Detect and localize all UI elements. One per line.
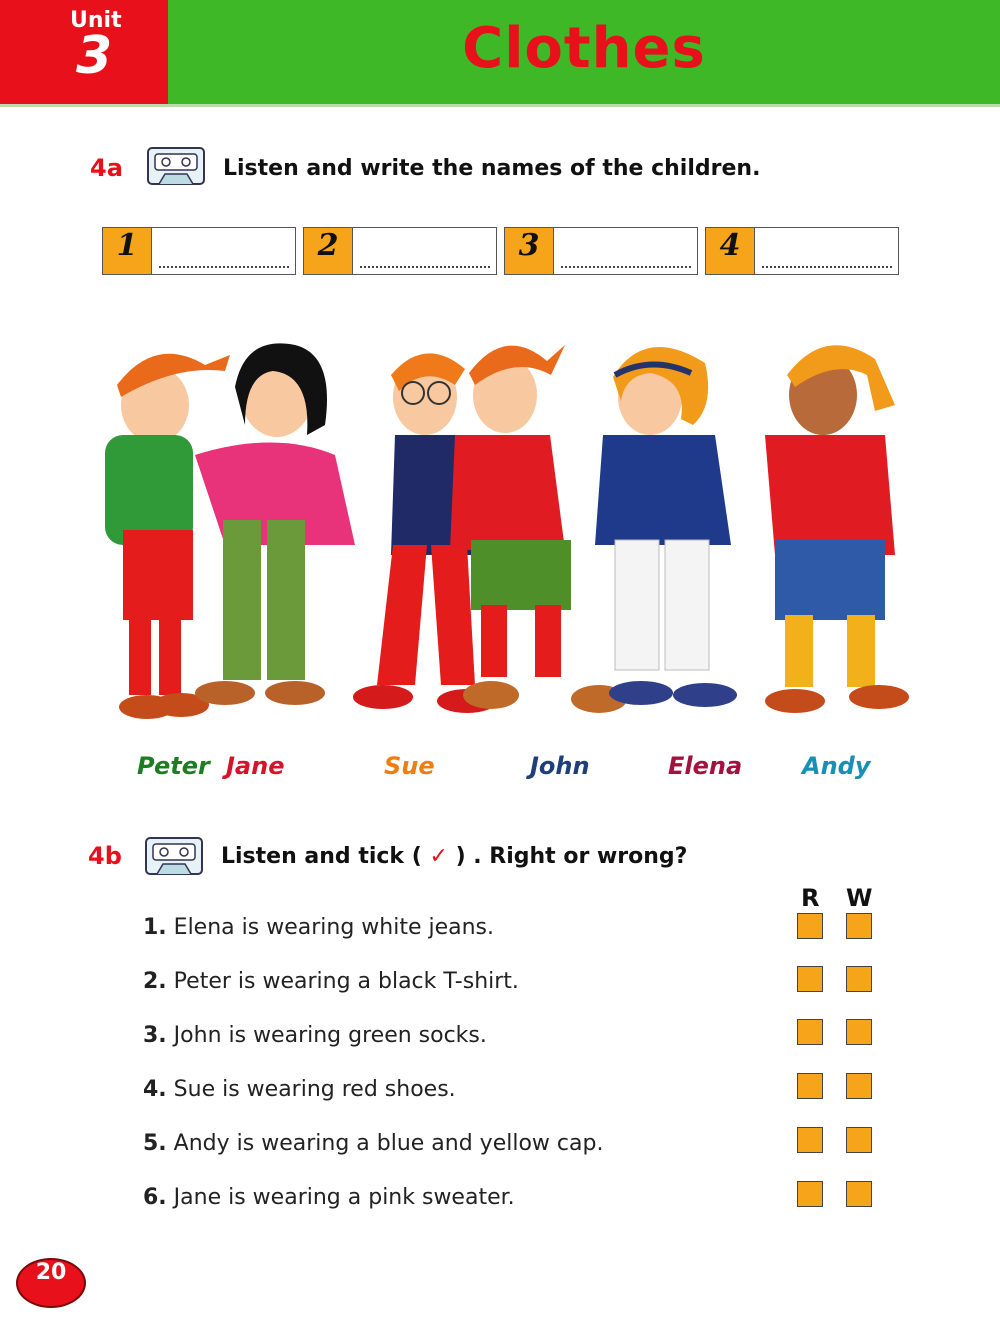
answer-line	[159, 266, 289, 268]
statement-2: 2. Peter is wearing a black T-shirt.	[143, 969, 519, 994]
answer-box-2[interactable]	[303, 227, 497, 275]
tick-box-right-3[interactable]	[797, 1019, 823, 1045]
header-divider	[0, 104, 1000, 107]
section-4b-label: 4b	[88, 842, 122, 870]
child-peter-figure	[105, 354, 230, 719]
name-john: John	[530, 752, 590, 780]
page-title: Clothes	[462, 16, 706, 81]
answer-number: 3	[505, 228, 554, 274]
unit-word: Unit	[70, 8, 122, 33]
statement-6: 6. Jane is wearing a pink sweater.	[143, 1185, 515, 1210]
statement-5: 5. Andy is wearing a blue and yellow cap.	[143, 1131, 604, 1156]
tick-box-wrong-2[interactable]	[846, 966, 872, 992]
answer-number: 4	[706, 228, 755, 274]
statement-4: 4. Sue is wearing red shoes.	[143, 1077, 456, 1102]
answer-number: 1	[103, 228, 152, 274]
name-andy: Andy	[802, 752, 871, 780]
answer-box-4[interactable]	[705, 227, 899, 275]
tick-box-right-5[interactable]	[797, 1127, 823, 1153]
tick-box-wrong-6[interactable]	[846, 1181, 872, 1207]
tick-box-right-1[interactable]	[797, 913, 823, 939]
answer-line	[360, 266, 490, 268]
child-jane-figure	[195, 343, 355, 705]
cassette-tape-icon	[145, 144, 207, 188]
unit-badge	[0, 0, 168, 104]
instruction-text-pre: Listen and tick (	[221, 844, 422, 869]
tick-box-wrong-1[interactable]	[846, 913, 872, 939]
statement-3: 3. John is wearing green socks.	[143, 1023, 487, 1048]
answer-box-3[interactable]	[504, 227, 698, 275]
tick-icon: ✓	[429, 844, 448, 869]
answer-number: 2	[304, 228, 353, 274]
section-4a-instruction: Listen and write the names of the children.	[223, 156, 761, 181]
children-illustration	[95, 315, 915, 745]
tick-box-wrong-3[interactable]	[846, 1019, 872, 1045]
page-number: 20	[16, 1258, 86, 1308]
answer-line	[561, 266, 691, 268]
section-4b-instruction	[221, 844, 687, 869]
name-elena: Elena	[668, 752, 743, 780]
answer-box-1[interactable]	[102, 227, 296, 275]
tick-box-wrong-5[interactable]	[846, 1127, 872, 1153]
cassette-tape-icon	[143, 834, 205, 878]
statement-1: 1. Elena is wearing white jeans.	[143, 915, 495, 940]
child-elena-figure	[595, 347, 737, 707]
tick-box-wrong-4[interactable]	[846, 1073, 872, 1099]
unit-number: 3	[76, 26, 113, 86]
name-peter: Peter	[137, 752, 210, 780]
child-andy-figure	[765, 345, 909, 713]
instruction-text-post: ) . Right or wrong?	[455, 844, 688, 869]
tick-box-right-2[interactable]	[797, 966, 823, 992]
title-bar	[168, 0, 1000, 104]
column-header-right: R	[801, 884, 820, 912]
name-sue: Sue	[384, 752, 435, 780]
tick-box-right-4[interactable]	[797, 1073, 823, 1099]
section-4a-label: 4a	[90, 154, 123, 182]
name-jane: Jane	[226, 752, 285, 780]
column-header-wrong: W	[846, 884, 873, 912]
answer-line	[762, 266, 892, 268]
tick-box-right-6[interactable]	[797, 1181, 823, 1207]
